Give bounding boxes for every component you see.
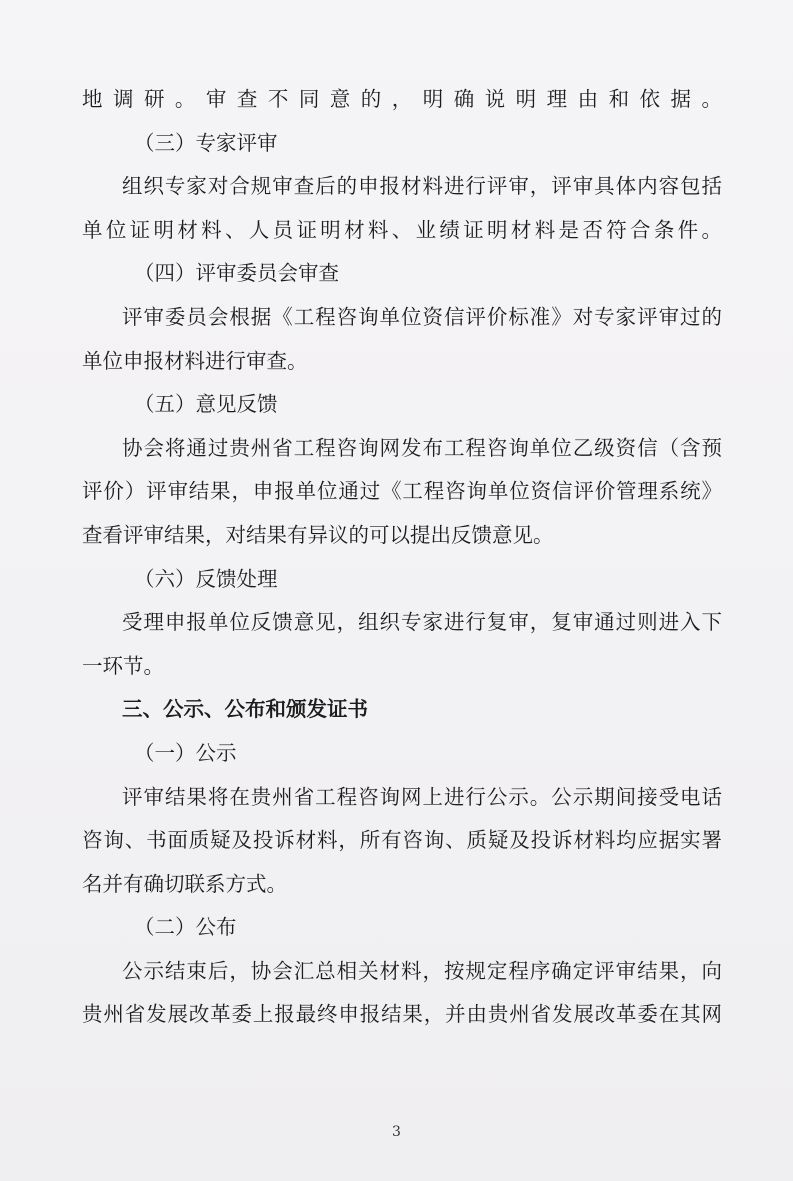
subheading-expert-review: （三）专家评审 (134, 130, 278, 155)
paragraph-line: 一环节。 (82, 653, 164, 678)
paragraph-line: 评审结果将在贵州省工程咨询网上进行公示。公示期间接受电话 (122, 784, 722, 809)
subheading-feedback: （五）意见反馈 (134, 392, 278, 417)
subheading-feedback-handling: （六）反馈处理 (134, 566, 278, 591)
paragraph-line: 评审委员会根据《工程咨询单位资信评价标准》对专家评审过的 (122, 304, 722, 329)
paragraph-line: 受理申报单位反馈意见，组织专家进行复审，复审通过则进入下 (122, 610, 722, 635)
paragraph-line: 评价）评审结果，申报单位通过《工程咨询单位资信评价管理系统》 (82, 479, 722, 504)
document-body (82, 78, 722, 1037)
subheading-publicity: （一）公示 (134, 740, 237, 765)
paragraph-line: 名并有确切联系方式。 (82, 871, 287, 896)
paragraph-line: 地调研。审查不同意的，明确说明理由和依据。 (82, 87, 722, 111)
paragraph-line: 贵州省发展改革委上报最终申报结果，并由贵州省发展改革委在其网 (82, 1002, 722, 1027)
paragraph-line: 查看评审结果，对结果有异议的可以提出反馈意见。 (82, 522, 554, 547)
paragraph-line: 单位证明材料、人员证明材料、业绩证明材料是否符合条件。 (82, 217, 722, 242)
paragraph-line: 协会将通过贵州省工程咨询网发布工程咨询单位乙级资信（含预 (122, 435, 722, 460)
subheading-committee-review: （四）评审委员会审查 (134, 261, 339, 286)
paragraph-line: 公示结束后，协会汇总相关材料，按规定程序确定评审结果，向 (122, 958, 722, 983)
paragraph-line: 咨询、书面质疑及投诉材料，所有咨询、质疑及投诉材料均应据实署 (82, 828, 722, 853)
paragraph-line: 单位申报材料进行审查。 (82, 348, 308, 373)
paragraph-line: 组织专家对合规审查后的申报材料进行评审，评审具体内容包括 (122, 174, 722, 199)
section-heading-publicity: 三、公示、公布和颁发证书 (122, 697, 368, 722)
subheading-announcement: （二）公布 (134, 915, 237, 940)
page-number: 3 (392, 1124, 401, 1140)
